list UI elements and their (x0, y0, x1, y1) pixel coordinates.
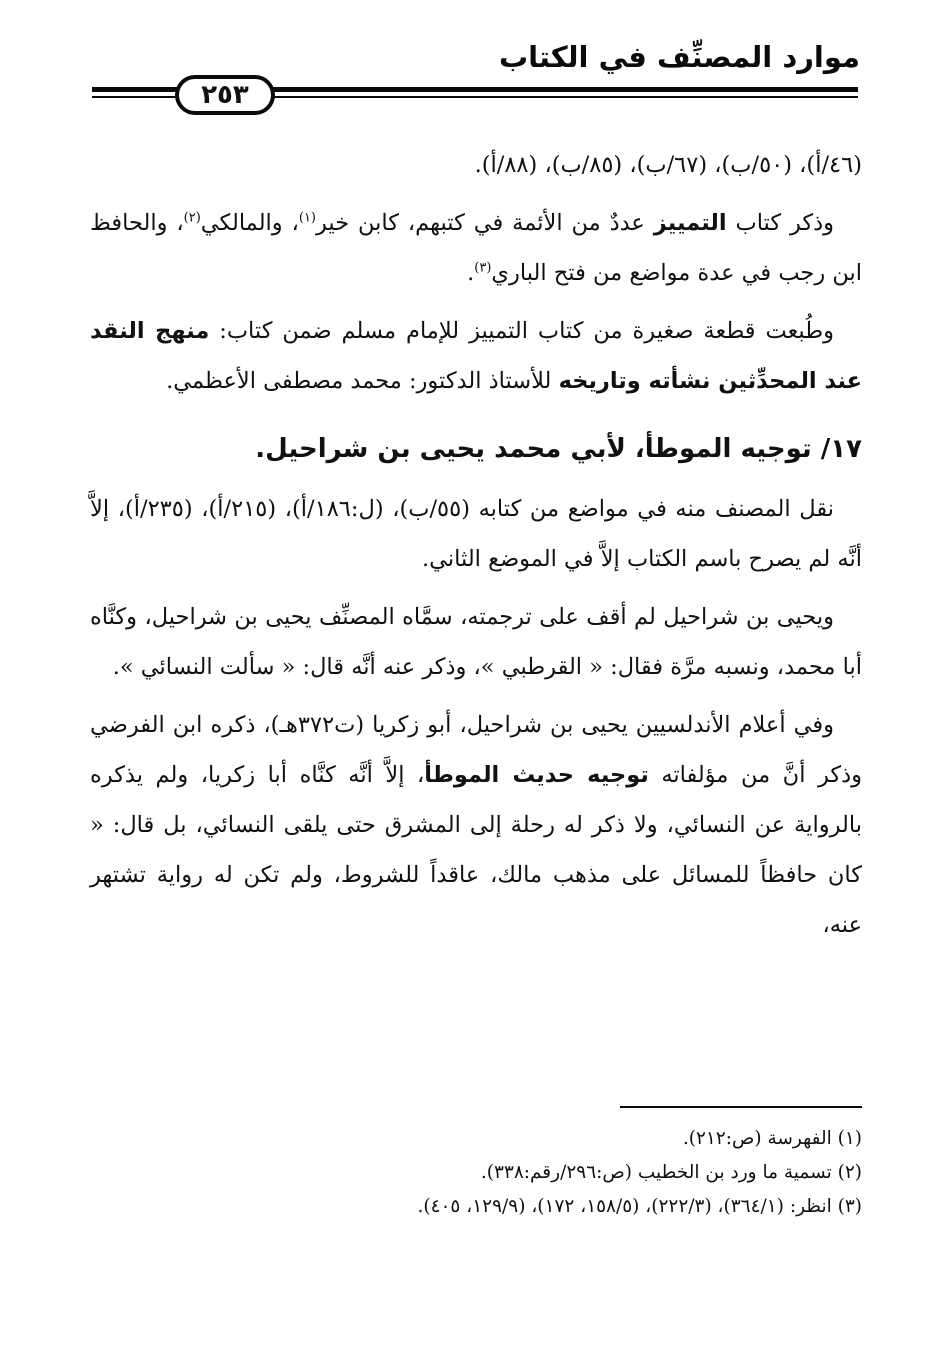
bold-book-title: منهج النقد عند المحدِّثين نشأته وتاريخه (90, 318, 862, 394)
section-heading: ١٧/ توجيه الموطأ، لأبي محمد يحيى بن شراحيل. (255, 434, 862, 464)
footnote-marker-3[interactable]: (٣) (474, 260, 492, 276)
text-span: وفي أعلام الأندلسيين يحيى بن شراحيل، أبو زكريا (ت٣٧٢هـ)، ذكره ابن الفرضي وذكر أنَّ من مؤلفاته (90, 712, 862, 788)
paragraph-tamyiz-mentions (90, 198, 862, 298)
paragraph-printed-fragment (90, 306, 862, 406)
text-span: . (467, 260, 475, 286)
footnote-marker-2[interactable]: (٢) (183, 210, 201, 226)
body-text (90, 140, 862, 958)
footnote-1: (١) الفهرسة (ص:٢١٢). (682, 1128, 862, 1149)
text-span: للأستاذ الدكتور: محمد مصطفى الأعظمي. (166, 368, 559, 394)
text-span: وذكر كتاب (726, 210, 834, 236)
text-span: ، إلاَّ أنَّه كنَّاه أبا زكريا، ولم يذكره بالرواية عن النسائي، ولا ذكر له رحلة إلى المشرق حتى يلقى النسائي، بل قال: « كان حافظاً للمسائل على مذهب مالك، عاقداً للشروط، ولم تكن له رواية تشتهر عنه، (90, 762, 862, 938)
footnote-marker-1[interactable]: (١) (298, 210, 316, 226)
text-span: ، والحافظ ابن رجب في عدة مواضع من فتح الباري (90, 210, 862, 286)
text-span: ، والمالكي (200, 210, 299, 236)
paragraph-quotes: نقل المصنف منه في مواضع من كتابه (٥٥/ب)، (ل:١٨٦/أ)، (٢١٥/أ)، (٢٣٥/أ)، إلاَّ أنَّه لم يصرح باسم الكتاب إلاَّ في الموضع الثاني. (90, 496, 862, 572)
paragraph-andalusian-scholars (90, 700, 862, 950)
paragraph-yahya-biography: ويحيى بن شراحيل لم أقف على ترجمته، سمَّاه المصنِّف يحيى بن شراحيل، وكنَّاه أبا محمد، ونسبه مرَّة فقال: « القرطبي »، وذكر عنه أنَّه قال: « سألت النسائي ». (90, 604, 862, 680)
bold-book-title: التمييز (653, 210, 727, 236)
footnote-3: (٣) انظر: (٣٦٤/١)، (٢٢٢/٣)، (١٥٨/٥، ١٧٢)، (١٢٩/٩، ٤٠٥). (417, 1196, 862, 1217)
bold-book-title: توجيه حديث الموطأ (424, 762, 649, 788)
text-span: وطُبعت قطعة صغيرة من كتاب التمييز للإمام مسلم ضمن كتاب: (209, 318, 834, 344)
footnotes (90, 1122, 862, 1224)
running-title: موارد المصنِّف في الكتاب (498, 40, 860, 74)
footnote-2: (٢) تسمية ما ورد بن الخطيب (ص:٢٩٦/رقم:٣٣٨). (480, 1162, 862, 1183)
page-number: ٢٥٣ (175, 75, 275, 115)
paragraph-references: (٤٦/أ)، (٥٠/ب)، (٦٧/ب)، (٨٥/ب)، (٨٨/أ). (474, 152, 862, 178)
text-span: عددٌ من الأئمة في كتبهم، كابن خير (316, 210, 654, 236)
footnote-separator (620, 1106, 862, 1108)
